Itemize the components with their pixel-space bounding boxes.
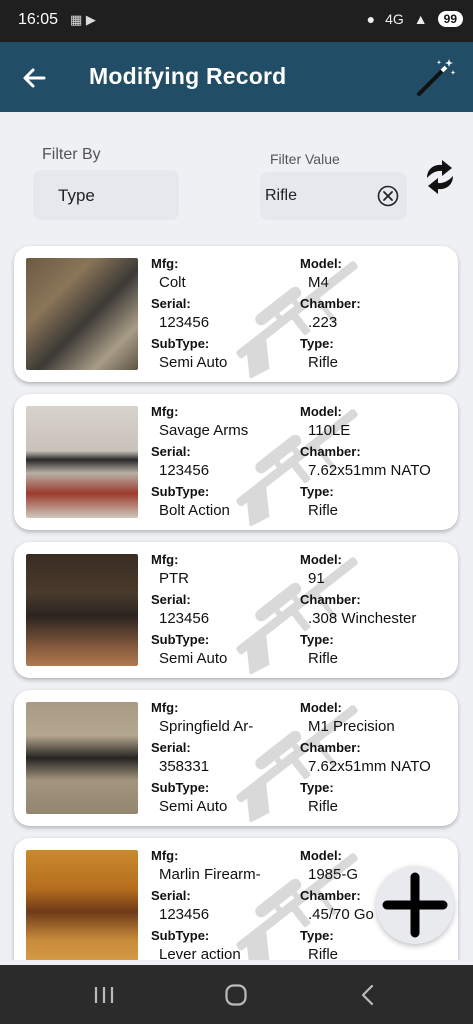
chamber-value: .308 Winchester [308,610,417,627]
model-value: M1 Precision [308,718,395,735]
subtype-value: Semi Auto [159,650,228,667]
app-bar [0,42,473,112]
serial-label: Serial: [151,592,191,607]
mfg-label: Mfg: [151,700,179,715]
mfg-label: Mfg: [151,404,179,419]
mfg-value: Springfield Ar- [159,718,254,735]
model-label: Model: [300,700,342,715]
model-value: M4 [308,274,329,291]
serial-value: 123456 [159,610,210,627]
recent-apps-button[interactable] [90,981,118,1009]
chamber-label: Chamber: [300,444,361,459]
system-nav-bar [0,965,473,1024]
chamber-value: 7.62x51mm NATO [308,462,431,479]
subtype-label: SubType: [151,928,210,943]
magic-wand-icon [415,56,457,98]
subtype-label: SubType: [151,336,210,351]
type-value: Rifle [308,354,339,371]
status-bar [0,0,473,42]
mfg-label: Mfg: [151,552,179,567]
filter-by-value: Type [58,186,95,205]
type-label: Type: [300,632,334,647]
record-card[interactable] [14,394,458,530]
serial-label: Serial: [151,296,191,311]
subtype-value: Bolt Action [159,502,230,519]
record-photo [26,850,138,960]
filter-value-input[interactable] [260,172,407,220]
serial-label: Serial: [151,888,191,903]
network-indicator: 4G [385,11,404,27]
swap-sort-button[interactable] [421,158,459,196]
clear-filter-button[interactable] [377,185,399,207]
model-value: 1985-G [308,866,359,883]
chamber-value: .45/70 Go [308,906,374,923]
filter-by-select[interactable] [33,170,179,220]
serial-value: 358331 [159,758,210,775]
record-card[interactable] [14,246,458,382]
back-button[interactable] [18,62,50,94]
model-label: Model: [300,404,342,419]
mfg-value: Savage Arms [159,422,249,439]
filter-by-label: Filter By [42,146,101,163]
plus-icon [376,866,454,944]
subtype-value: Lever action [159,946,241,960]
record-card[interactable] [14,542,458,678]
mfg-value: Marlin Firearm- [159,866,261,883]
record-photo [26,702,138,814]
signal-icon: ▲ [413,11,428,27]
serial-value: 123456 [159,462,210,479]
model-value: 110LE [308,422,351,439]
record-photo [26,406,138,518]
chamber-label: Chamber: [300,592,361,607]
serial-label: Serial: [151,444,191,459]
home-icon [222,981,250,1009]
chamber-label: Chamber: [300,740,361,755]
model-value: 91 [308,570,325,587]
recent-apps-icon [90,981,118,1009]
page-title: Modifying Record [89,63,287,89]
filter-value-label: Filter Value [270,151,340,167]
subtype-value: Semi Auto [159,354,228,371]
type-value: Rifle [308,650,339,667]
model-label: Model: [300,848,342,863]
swap-arrows-icon [421,158,459,196]
notification-icons: ▦ ▶ [70,12,96,27]
type-label: Type: [300,928,334,943]
status-indicators [367,11,463,27]
subtype-value: Semi Auto [159,798,228,815]
arrow-left-icon [18,62,50,94]
serial-value: 123456 [159,314,210,331]
battery-indicator: 99 [438,11,463,27]
serial-label: Serial: [151,740,191,755]
magic-wand-button[interactable] [415,56,457,98]
nav-back-button[interactable] [354,981,382,1009]
model-label: Model: [300,552,342,567]
type-value: Rifle [308,946,339,960]
mfg-label: Mfg: [151,256,179,271]
subtype-label: SubType: [151,484,210,499]
chamber-value: .223 [308,314,338,331]
chamber-label: Chamber: [300,888,361,903]
add-record-button[interactable] [376,866,454,944]
type-label: Type: [300,484,334,499]
chamber-value: 7.62x51mm NATO [308,758,431,775]
type-value: Rifle [308,502,339,519]
record-card[interactable] [14,690,458,826]
chamber-label: Chamber: [300,296,361,311]
type-label: Type: [300,780,334,795]
status-time: 16:05 [18,11,59,28]
chevron-left-icon [354,981,382,1009]
type-label: Type: [300,336,334,351]
record-photo [26,258,138,370]
filter-value-text: Rifle [265,187,298,204]
record-photo [26,554,138,666]
mfg-value: PTR [159,570,189,587]
home-button[interactable] [222,981,250,1009]
mfg-value: Colt [159,274,186,291]
type-value: Rifle [308,798,339,815]
clear-circle-icon [377,185,399,207]
record-list[interactable] [0,244,473,960]
model-label: Model: [300,256,342,271]
location-icon: ● [366,11,376,27]
subtype-label: SubType: [151,632,210,647]
subtype-label: SubType: [151,780,210,795]
serial-value: 123456 [159,906,210,923]
mfg-label: Mfg: [151,848,179,863]
